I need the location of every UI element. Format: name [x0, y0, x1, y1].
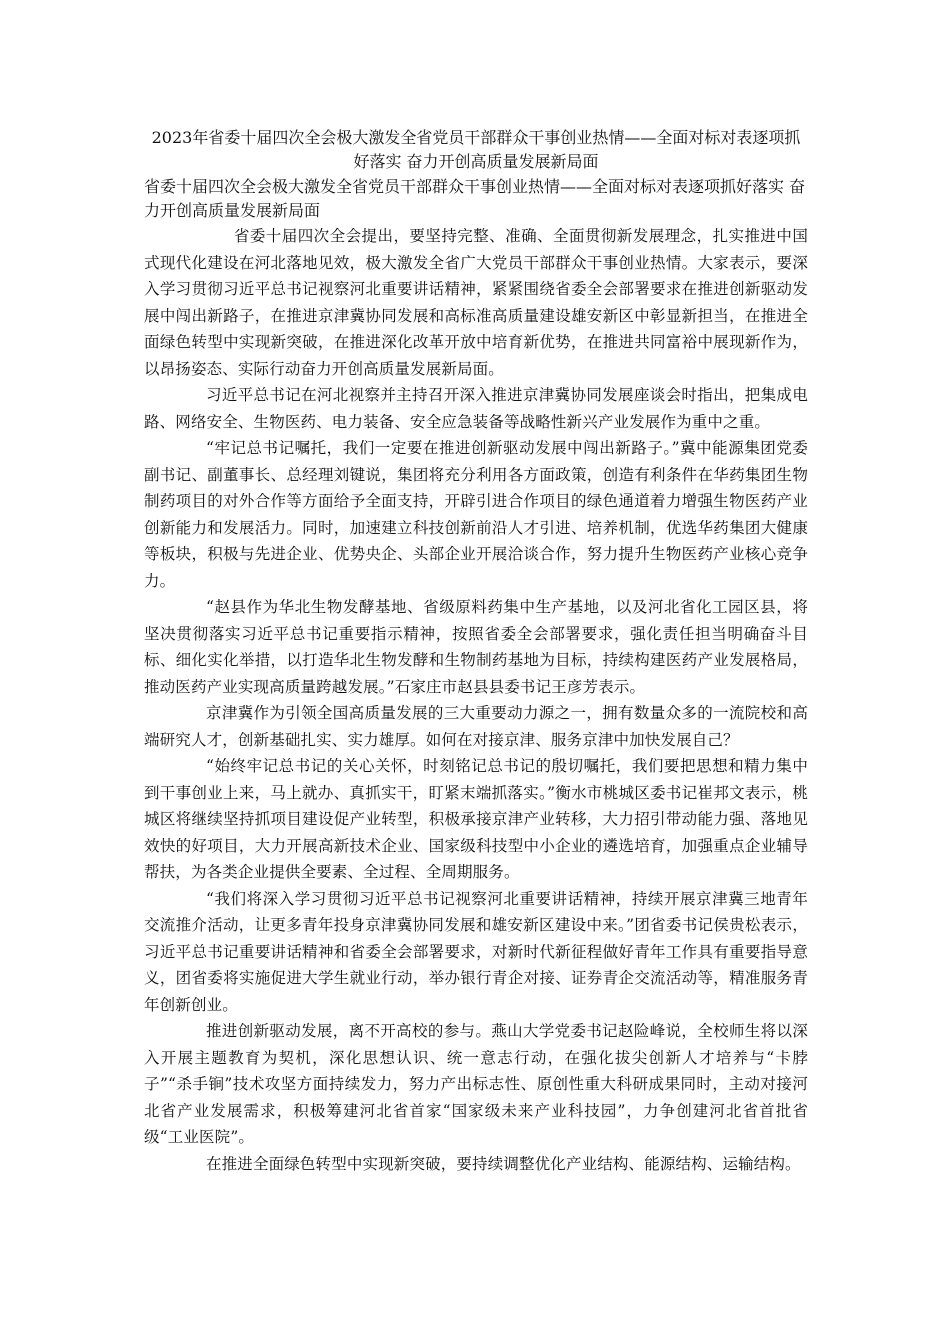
paragraph: 推进创新驱动发展，离不开高校的参与。燕山大学党委书记赵险峰说，全校师生将以深入开展主题教育为契机，深化思想认识、统一意志行动，在强化拔尖创新人才培养与“卡脖子”“杀手锏”技术攻坚方面持续发力，努力产出标志性、原创性重大科研成果同时，主动对接河北省产业发展需求，积极筹建河北省首家“国家级未来产业科技园”，力争创建河北省首批省级“工业医院”。	[144, 1022, 808, 1146]
paragraph: 省委十届四次全会提出，要坚持完整、准确、全面贯彻新发展理念，扎实推进中国式现代化建设在河北落地见效，极大激发全省广大党员干部群众干事创业热情。大家表示，要深入学习贯彻习近平总书记视察河北重要讲话精神，紧紧围绕省委全会部署要求在推进创新驱动发展中闯出新路子，在推进京津冀协同发展和高标准高质量建设雄安新区中彰显新担当，在推进全面绿色转型中实现新突破，在推进深化改革开放中培育新优势，在推进共同富裕中展现新作为，以昂扬姿态、实际行动奋力开创高质量发展新局面。	[144, 227, 808, 378]
document-body	[144, 223, 808, 1177]
document-title: 2023年省委十届四次全会极大激发全省党员干部群众干事创业热情——全面对标对表逐项抓好落实 奋力开创高质量发展新局面	[151, 128, 801, 171]
paragraph: “始终牢记总书记的关心关怀，时刻铭记总书记的殷切嘱托，我们要把思想和精力集中到干事创业上来，马上就办、真抓实干，盯紧末端抓落实。”衡水市桃城区委书记崔邦文表示，桃城区将继续坚持抓项目建设促产业转型，积极承接京津产业转移，大力招引带动能力强、落地见效快的好项目，大力开展高新技术企业、国家级科技型中小企业的遴选培育，加强重点企业辅导帮扶，为各类企业提供全要素、全过程、全周期服务。	[144, 757, 808, 881]
paragraph: 在推进全面绿色转型中实现新突破，要持续调整优化产业结构、能源结构、运输结构。	[206, 1154, 801, 1173]
paragraph: “牢记总书记嘱托，我们一定要在推进创新驱动发展中闯出新路子。”冀中能源集团党委副书记、副董事长、总经理刘键说，集团将充分利用各方面政策，创造有利条件在华药集团生物制药项目的对外合作等方面给予全面支持，开辟引进合作项目的绿色通道着力增强生物医药产业创新能力和发展活力。同时，加速建立科技创新前沿人才引进、培养机制，优选华药集团大健康等板块，积极与先进企业、优势央企、头部企业开展洽谈合作，努力提升生物医药产业核心竞争力。	[144, 439, 808, 590]
paragraph: “赵县作为华北生物发酵基地、省级原料药集中生产基地，以及河北省化工园区县，将坚决贯彻落实习近平总书记重要指示精神，按照省委全会部署要求，强化责任担当明确奋斗目标、细化实化举措，以打造华北生物发酵和生物制药基地为目标，持续构建医药产业发展格局，推动医药产业实现高质量跨越发展。”石家庄市赵县县委书记王彦芳表示。	[144, 598, 808, 696]
document-subtitle: 省委十届四次全会极大激发全省党员干部群众干事创业热情——全面对标对表逐项抓好落实 奋力开创高质量发展新局面	[144, 177, 806, 220]
paragraph: 京津冀作为引领全国高质量发展的三大重要动力源之一，拥有数量众多的一流院校和高端研究人才，创新基础扎实、实力雄厚。如何在对接京津、服务京津中加快发展自己？	[144, 704, 808, 749]
document-page	[144, 126, 808, 1177]
paragraph: 习近平总书记在河北视察并主持召开深入推进京津冀协同发展座谈会时指出，把集成电路、网络安全、生物医药、电力装备、安全应急装备等战略性新兴产业发展作为重中之重。	[144, 386, 808, 431]
paragraph: “我们将深入学习贯彻习近平总书记视察河北重要讲话精神，持续开展京津冀三地青年交流推介活动，让更多青年投身京津冀协同发展和雄安新区建设中来。”团省委书记侯贵松表示，习近平总书记重要讲话精神和省委全会部署要求，对新时代新征程做好青年工作具有重要指导意义，团省委将实施促进大学生就业行动，举办银行青企对接、证券青企交流活动等，精准服务青年创新创业。	[144, 889, 808, 1014]
